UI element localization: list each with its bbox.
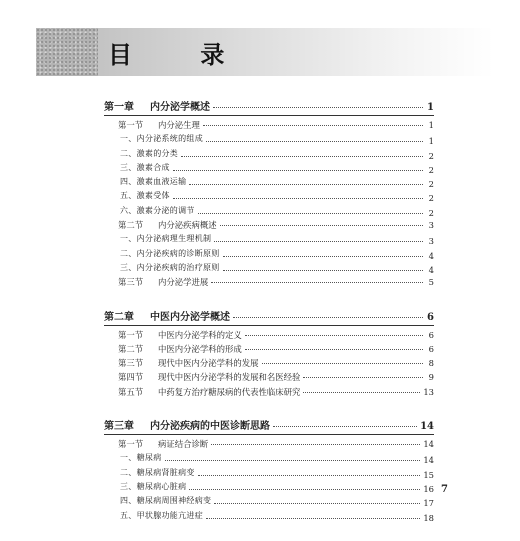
toc-entry-lead — [104, 162, 170, 173]
toc-entry-lead — [104, 148, 178, 159]
toc-entry-number: 第二章 — [104, 311, 134, 323]
dot-leader — [165, 460, 421, 461]
toc-entry-lead — [104, 248, 220, 259]
toc-entry-number: 第四节 — [118, 372, 144, 383]
toc-section-row — [104, 219, 434, 233]
dot-leader — [233, 317, 423, 318]
toc-entry-lead — [104, 371, 300, 383]
toc-chapter-block — [104, 308, 434, 400]
dot-leader — [206, 518, 420, 519]
toc-entry-title: 二、激素的分类 — [120, 148, 179, 158]
dot-leader — [303, 377, 423, 378]
toc-entry-title: 内分泌学进展 — [158, 277, 209, 288]
toc-entry-page: 14 — [423, 439, 434, 450]
toc-subsection-row — [104, 148, 434, 162]
toc-entry-title: 现代中医内分泌学科的发展和名医经验 — [158, 372, 301, 383]
toc-entry-title: 四、糖尿病周围神经病变 — [120, 496, 212, 506]
toc-entry-title: 内分泌学概述 — [150, 102, 210, 113]
toc-entry-number: 第二节 — [118, 220, 144, 231]
header-band — [36, 28, 494, 76]
toc-entry-lead — [104, 417, 270, 432]
toc-entry-lead — [104, 510, 203, 521]
chapter-divider — [104, 325, 434, 326]
toc-chapter-block — [104, 417, 434, 524]
dot-leader — [189, 184, 423, 185]
toc-entry-page: 2 — [428, 150, 434, 161]
toc-entry-lead — [104, 343, 242, 355]
dot-leader — [211, 444, 420, 445]
toc-entry-lead — [104, 98, 210, 113]
toc-entry-page: 1 — [428, 136, 434, 147]
toc-entry-number: 第三章 — [104, 421, 134, 433]
dot-leader — [189, 489, 420, 490]
header-texture — [36, 28, 98, 76]
toc-entry-title: 中医内分泌学科的形成 — [158, 343, 242, 354]
page-title: 目 录 — [108, 40, 255, 69]
toc-section-row — [104, 276, 434, 290]
dot-leader — [220, 225, 423, 226]
toc-entry-title: 一、糖尿病 — [120, 453, 162, 463]
toc-entry-title: 三、内分泌疾病的治疗原则 — [120, 262, 220, 272]
toc-entry-number: 第三节 — [118, 358, 144, 369]
toc-entry-page: 1 — [428, 120, 434, 130]
toc-entry-number: 第三节 — [118, 277, 144, 288]
toc-entry-lead — [104, 133, 203, 144]
toc-entry-number: 第二节 — [118, 343, 144, 354]
toc-subsection-row — [104, 262, 434, 276]
toc-entry-number: 第五节 — [118, 386, 144, 397]
toc-chapter-row — [104, 417, 434, 433]
toc-entry-lead — [104, 190, 170, 201]
toc-entry-lead — [104, 438, 208, 450]
toc-subsection-row — [104, 452, 434, 466]
toc-section-row — [104, 386, 434, 400]
toc-entry-lead — [104, 481, 186, 492]
toc-entry-page: 4 — [428, 250, 434, 261]
toc-entry-page: 14 — [420, 421, 434, 433]
toc-entry-page: 3 — [428, 236, 434, 247]
toc-entry-lead — [104, 386, 300, 398]
dot-leader — [206, 141, 423, 142]
toc-entry-lead — [104, 329, 242, 341]
toc-subsection-row — [104, 248, 434, 262]
toc-entry-page: 8 — [428, 358, 434, 369]
toc-entry-lead — [104, 276, 208, 288]
toc-entry-lead — [104, 495, 211, 506]
toc-chapter-row — [104, 98, 434, 114]
toc-entry-title: 内分泌疾病概述 — [158, 220, 217, 231]
toc-subsection-row — [104, 233, 434, 247]
toc-entry-lead — [104, 233, 211, 244]
toc-entry-page: 5 — [428, 277, 434, 288]
dot-leader — [245, 349, 423, 350]
toc-entry-page: 9 — [428, 372, 434, 383]
dot-leader — [203, 125, 423, 126]
toc-entry-page: 1 — [427, 102, 434, 113]
toc-entry-page: 6 — [427, 311, 434, 323]
toc-entry-title: 二、内分泌疾病的诊断原则 — [120, 248, 220, 258]
toc-subsection-row — [104, 190, 434, 204]
toc-entry-title: 四、激素血液运输 — [120, 177, 187, 187]
chapter-divider — [104, 434, 434, 435]
toc-entry-page: 18 — [423, 512, 434, 523]
toc-entry-title: 病证结合诊断 — [158, 439, 209, 450]
toc-entry-title: 中医内分泌学概述 — [150, 311, 230, 323]
chapter-divider — [104, 115, 434, 116]
dot-leader — [173, 198, 423, 199]
toc-subsection-row — [104, 133, 434, 147]
toc-subsection-row — [104, 176, 434, 190]
toc-subsection-row — [104, 481, 434, 495]
dot-leader — [211, 282, 423, 283]
dot-leader — [198, 213, 423, 214]
toc-entry-title: 三、糖尿病心脏病 — [120, 481, 187, 491]
toc-chapter-block — [104, 98, 434, 291]
toc-subsection-row — [104, 467, 434, 481]
toc-subsection-row — [104, 510, 434, 524]
toc-subsection-row — [104, 495, 434, 509]
toc-entry-number: 第一节 — [118, 329, 144, 340]
toc-entry-lead — [104, 357, 259, 369]
toc-entry-number: 第一节 — [118, 120, 144, 130]
toc-entry-title: 内分泌生理 — [158, 120, 200, 130]
dot-leader — [213, 107, 423, 108]
toc-entry-title: 内分泌疾病的中医诊断思路 — [150, 421, 270, 433]
page-number: 7 — [441, 484, 448, 495]
toc-entry-title: 六、激素分泌的调节 — [120, 205, 195, 215]
toc-entry-page: 2 — [428, 207, 434, 218]
toc-section-row — [104, 357, 434, 371]
toc-entry-lead — [104, 119, 200, 131]
toc-entry-number: 第一节 — [118, 439, 144, 450]
toc-section-row — [104, 438, 434, 452]
toc-entry-lead — [104, 262, 220, 273]
dot-leader — [273, 426, 417, 427]
toc-entry-page: 13 — [423, 386, 434, 397]
toc-entry-title: 二、糖尿病肾脏病变 — [120, 467, 195, 477]
dot-leader — [198, 475, 421, 476]
dot-leader — [223, 256, 423, 257]
toc-entry-page: 4 — [428, 264, 434, 275]
toc-entry-title: 一、内分泌系统的组成 — [120, 134, 203, 144]
toc-entry-title: 现代中医内分泌学科的发展 — [158, 358, 259, 369]
toc-entry-title: 中医内分泌学科的定义 — [158, 329, 242, 340]
toc-subsection-row — [104, 205, 434, 219]
toc-entry-lead — [104, 205, 195, 216]
toc-section-row — [104, 329, 434, 343]
toc-entry-page: 14 — [423, 455, 434, 466]
dot-leader — [214, 503, 420, 504]
toc-entry-title: 三、激素合成 — [120, 162, 170, 172]
toc-entry-page: 15 — [423, 469, 434, 480]
toc-entry-title: 中药复方治疗糖尿病的代表性临床研究 — [158, 386, 301, 397]
dot-leader — [214, 241, 423, 242]
table-of-contents — [104, 98, 434, 541]
toc-entry-page: 6 — [428, 329, 434, 340]
toc-chapter-row — [104, 308, 434, 324]
toc-entry-title: 一、内分泌病理生理机制 — [120, 234, 212, 244]
dot-leader — [181, 156, 423, 157]
toc-entry-page: 3 — [428, 220, 434, 231]
toc-section-row — [104, 371, 434, 385]
toc-entry-page: 6 — [428, 343, 434, 354]
toc-entry-lead — [104, 452, 162, 463]
dot-leader — [245, 335, 423, 336]
toc-entry-title: 五、激素受体 — [120, 191, 170, 201]
toc-entry-lead — [104, 176, 186, 187]
dot-leader — [303, 392, 420, 393]
toc-entry-page: 2 — [428, 164, 434, 175]
toc-entry-title: 五、甲状腺功能亢进症 — [120, 510, 203, 520]
toc-entry-page: 17 — [423, 498, 434, 509]
toc-entry-page: 2 — [428, 193, 434, 204]
toc-entry-number: 第一章 — [104, 102, 134, 113]
dot-leader — [262, 363, 424, 364]
toc-entry-page: 2 — [428, 179, 434, 190]
toc-section-row — [104, 343, 434, 357]
dot-leader — [223, 270, 423, 271]
toc-entry-lead — [104, 308, 230, 323]
toc-entry-page: 16 — [423, 483, 434, 494]
toc-section-row — [104, 119, 434, 133]
toc-subsection-row — [104, 162, 434, 176]
toc-entry-lead — [104, 219, 217, 231]
toc-entry-lead — [104, 467, 195, 478]
dot-leader — [173, 170, 423, 171]
